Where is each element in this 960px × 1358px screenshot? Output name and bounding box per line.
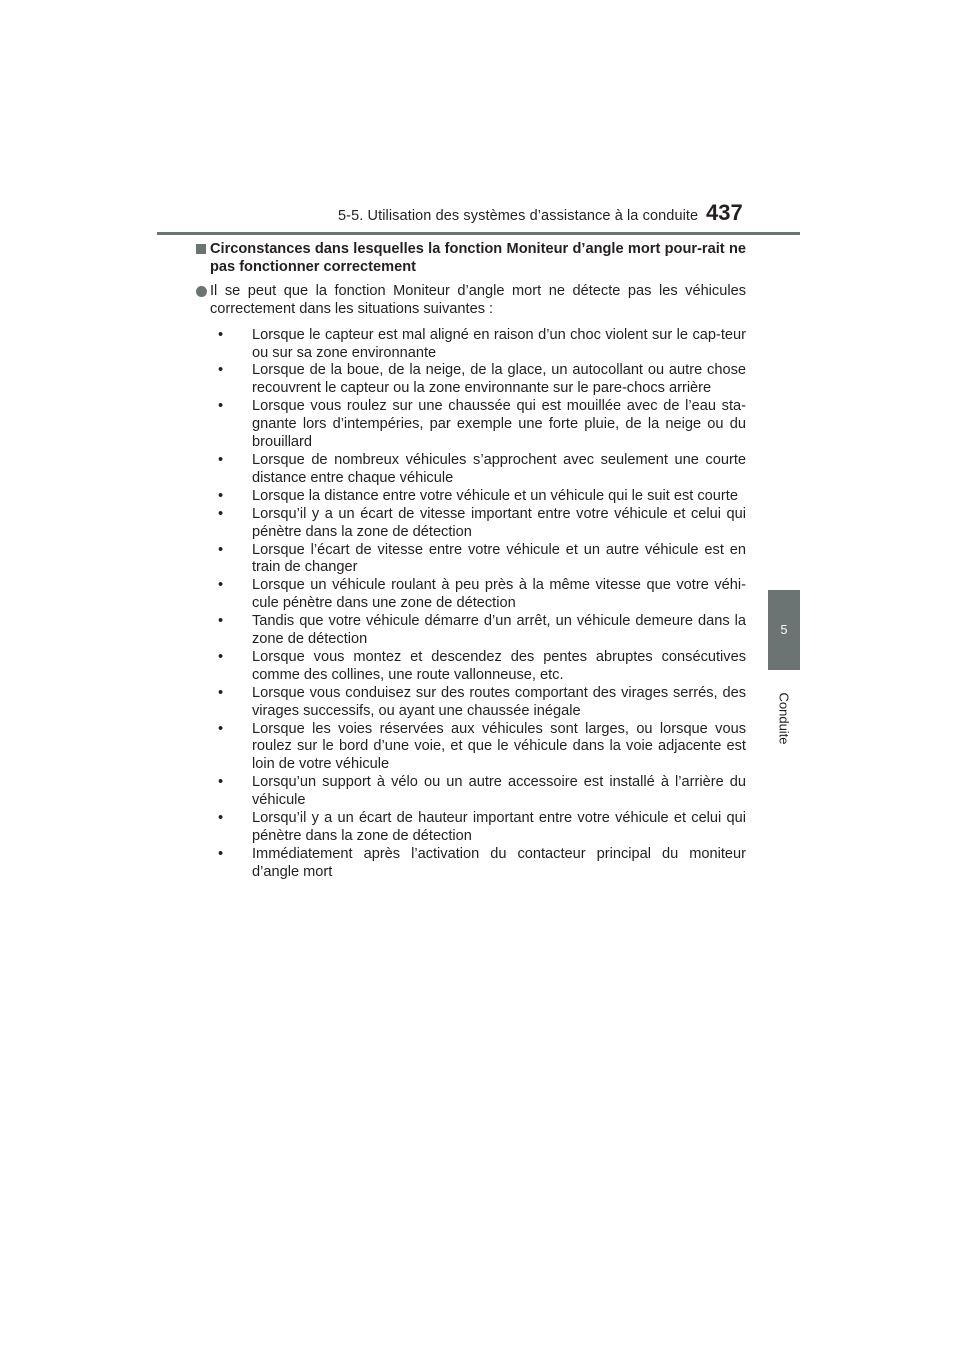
section-heading <box>210 241 746 277</box>
page-number: 437 <box>706 200 743 225</box>
list-item <box>218 810 746 846</box>
list-item-text: Lorsque un véhicule roulant à peu près à la même vitesse que votre véhi-cule pénètre dans une zone de détection <box>252 577 746 612</box>
section-heading-text: Circonstances dans lesquelles la fonction Moniteur d’angle mort pour-rait ne pas fonctionner correctement <box>210 241 746 275</box>
bullet-dot-icon: • <box>218 613 224 630</box>
bullet-dot-icon: • <box>218 362 224 379</box>
intro-text: Il se peut que la fonction Moniteur d’angle mort ne détecte pas les véhicules correctement dans les situations suivantes : <box>210 282 746 317</box>
list-item <box>218 541 746 578</box>
bullet-dot-icon: • <box>218 774 224 791</box>
chapter-label <box>770 685 798 755</box>
bullet-dot-icon: • <box>218 451 224 468</box>
list-item <box>218 774 746 810</box>
list-item <box>218 613 746 649</box>
list-item <box>218 487 746 506</box>
circle-bullet-icon <box>196 286 207 297</box>
bullet-dot-icon: • <box>218 398 224 415</box>
list-item-text: Lorsqu’un support à vélo ou un autre accessoire est installé à l’arrière du véhicule <box>252 774 746 809</box>
list-item <box>218 326 746 363</box>
list-item <box>218 684 746 721</box>
list-item <box>218 648 746 685</box>
chapter-label-text: Conduite <box>776 692 792 745</box>
bullet-dot-icon: • <box>218 845 224 862</box>
list-item-text: Lorsqu’il y a un écart de hauteur important entre votre véhicule et celui qui pénètre dans la zone de détection <box>252 810 746 844</box>
bullet-dot-icon: • <box>218 326 224 343</box>
bullet-dot-icon: • <box>218 810 224 827</box>
square-bullet-icon <box>196 244 206 254</box>
list-item-text: Lorsque la distance entre votre véhicule et un véhicule qui le suit est courte <box>252 487 738 504</box>
list-item-text: Tandis que votre véhicule démarre d’un arrêt, un véhicule demeure dans la zone de détection <box>252 613 746 648</box>
bullet-dot-icon: • <box>218 648 224 665</box>
bullet-dot-icon: • <box>218 505 224 522</box>
list-item-text: Lorsque l’écart de vitesse entre votre véhicule et un autre véhicule est en train de changer <box>252 541 746 576</box>
bullet-dot-icon: • <box>218 487 224 504</box>
list-item <box>218 577 746 613</box>
list-item <box>218 398 746 452</box>
list-item-text: Lorsqu’il y a un écart de vitesse important entre votre véhicule et celui qui pénètre dans la zone de détection <box>252 505 746 540</box>
chapter-tab: 5 <box>768 590 800 670</box>
main-content <box>210 241 746 882</box>
list-item-text: Lorsque vous roulez sur une chaussée qui est mouillée avec de l’eau sta-gnante lors d’intempéries, par exemple une forte pluie, de la neige ou du brouillard <box>252 398 746 451</box>
bullet-dot-icon: • <box>218 684 224 701</box>
list-item-text: Lorsque de nombreux véhicules s’approchent avec seulement une courte distance entre chaque véhicule <box>252 451 746 486</box>
list-item <box>218 451 746 488</box>
bullet-dot-icon: • <box>218 541 224 558</box>
list-item <box>218 505 746 542</box>
intro-paragraph <box>210 283 746 319</box>
bullet-dot-icon: • <box>218 577 224 594</box>
list-item <box>218 362 746 398</box>
list-item-text: Immédiatement après l’activation du contacteur principal du moniteur d’angle mort <box>252 845 746 880</box>
list-item <box>218 845 746 882</box>
header-title: 5-5. Utilisation des systèmes d’assistance à la conduite <box>338 208 699 224</box>
situation-list <box>210 327 746 882</box>
list-item-text: Lorsque les voies réservées aux véhicules sont larges, ou lorsque vous roulez sur le bord d’une voie, et que le véhicule dans la voie adjacente est loin de votre véhicule <box>252 720 746 773</box>
list-item-text: Lorsque vous montez et descendez des pentes abruptes consécutives comme des collines, une route vallonneuse, etc. <box>252 648 746 683</box>
list-item-text: Lorsque de la boue, de la neige, de la glace, un autocollant ou autre chose recouvrent le capteur ou la zone environnante sur le pare-chocs arrière <box>252 362 746 397</box>
header-rule <box>157 232 800 235</box>
list-item <box>218 720 746 775</box>
list-item-text: Lorsque vous conduisez sur des routes comportant des virages serrés, des virages successifs, ou ayant une chaussée inégale <box>252 684 746 719</box>
bullet-dot-icon: • <box>218 720 224 737</box>
list-item-text: Lorsque le capteur est mal aligné en raison d’un choc violent sur le cap-teur ou sur sa zone environnante <box>252 326 746 361</box>
